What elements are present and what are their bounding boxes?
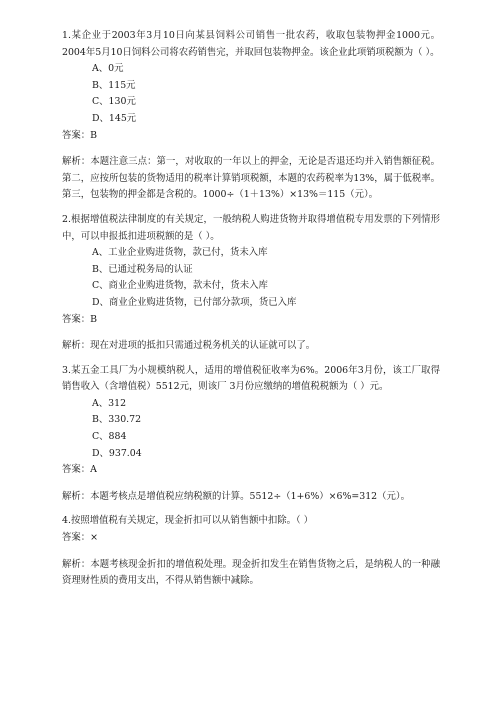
question-3-option-c: C、884: [92, 431, 127, 443]
question-1-option-c: C、130元: [92, 96, 136, 108]
question-2-answer: 答案：B: [62, 313, 98, 325]
question-1-text: 1.某企业于2003年3月10日向某县饲料公司销售一批农药，收取包装物押金1000元。2004年5月10日饲料公司将农药销售完，并取回包装物押金。该企业此项销项税额为（ ）。: [62, 30, 440, 58]
document-page: [62, 28, 440, 590]
question-4-answer: 答案：×: [62, 532, 98, 544]
question-2-option-a: A、工业企业购进货物，款已付，货未入库: [92, 247, 268, 259]
question-2-option-d: D、商业企业购进货物，已付部分款项，货已入库: [92, 296, 297, 308]
question-3-text: 3.某五金工具厂为小规模纳税人，适用的增值税征收率为6%。2006年3月份，该工厂取得销售收入（含增值税）5512元，则该厂 3月份应缴纳的增值税税额为（ ）元。: [62, 364, 440, 393]
question-1-answer: 答案：B: [62, 129, 98, 141]
question-2-text: 2.根据增值税法律制度的有关规定，一般纳税人购进货物并取得增值税专用发票的下列情形中，可以申报抵扣进项税额的是（ ）。: [62, 213, 440, 242]
question-3-answer: 答案：A: [62, 464, 97, 476]
question-2-option-c: C、商业企业购进货物，款未付，货未入库: [92, 280, 268, 292]
question-2-option-b: B、已通过税务局的认证: [92, 263, 193, 275]
question-3-analysis: 解析：本题考核点是增值税应纳税额的计算。5512÷（1+6%）×6%=312（元）。: [62, 490, 410, 502]
question-4-text: 4.按照增值税有关规定，现金折扣可以从销售额中扣除。（ ）: [62, 515, 313, 527]
question-1-option-d: D、145元: [92, 112, 137, 124]
question-1-analysis: 解析：本题注意三点：第一，对收取的一年以上的押金，无论是否退还均并入销售额征税。第二，应按所包装的货物适用的税率计算销项税额，本题的农药税率为13%，属于低税率。第三，包装物的押金都是含税的。1000÷（1＋13%）×13%＝115（元）。: [62, 156, 440, 201]
question-3-option-a: A、312: [92, 397, 127, 409]
question-3-option-d: D、937.04: [92, 447, 142, 459]
question-1-option-a: A、0元: [92, 63, 124, 75]
question-4-analysis: 解析：本题考核现金折扣的增值税处理。现金折扣发生在销售货物之后，是纳税人的一种融资理财性质的费用支出，不得从销售额中减除。: [62, 558, 440, 587]
question-1-option-b: B、115元: [92, 79, 136, 91]
question-2-analysis: 解析：现在对进项的抵扣只需通过税务机关的认证就可以了。: [62, 340, 316, 352]
question-3-option-b: B、330.72: [92, 414, 142, 426]
